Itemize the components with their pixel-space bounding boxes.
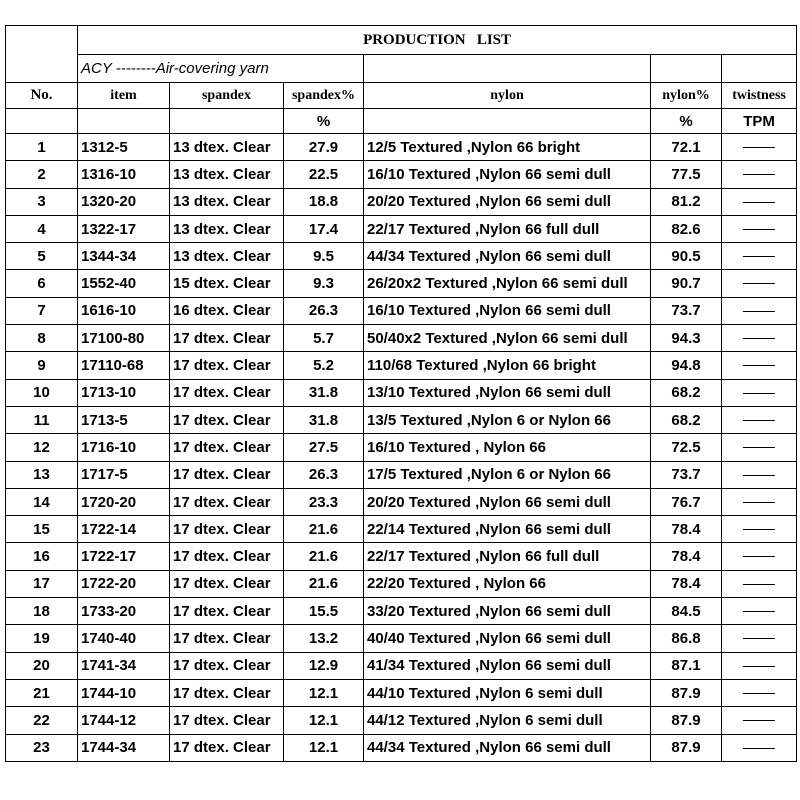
row-item: 1552-40 [78,270,170,297]
table-row [6,352,797,379]
dash-mark [743,393,775,394]
dash-mark [743,283,775,284]
row-spandex: 17 dtex. Clear [170,352,284,379]
row-spandex: 13 dtex. Clear [170,243,284,270]
row-nylon-pct: 86.8 [651,625,722,652]
row-item: 1722-14 [78,516,170,543]
row-item: 1717-5 [78,461,170,488]
row-spandex: 17 dtex. Clear [170,707,284,734]
row-nylon-pct: 94.3 [651,325,722,352]
row-number: 20 [6,652,78,679]
table-row [6,516,797,543]
blank-cell [722,55,797,83]
row-spandex-pct: 17.4 [284,215,364,242]
row-number: 4 [6,215,78,242]
row-spandex-pct: 12.1 [284,734,364,761]
row-nylon: 40/40 Textured ,Nylon 66 semi dull [364,625,651,652]
row-twistness [722,161,797,188]
dash-mark [743,693,775,694]
row-twistness [722,598,797,625]
row-item: 17100-80 [78,325,170,352]
unit-spandex-pct: % [284,109,364,134]
row-nylon: 13/5 Textured ,Nylon 6 or Nylon 66 [364,406,651,433]
row-twistness [722,297,797,324]
row-twistness [722,406,797,433]
blank-cell [364,109,651,134]
table-row [6,734,797,761]
row-twistness [722,134,797,161]
row-item: 1722-17 [78,543,170,570]
row-spandex: 17 dtex. Clear [170,325,284,352]
row-spandex: 13 dtex. Clear [170,161,284,188]
dash-mark [743,147,775,148]
row-twistness [722,516,797,543]
row-nylon: 44/34 Textured ,Nylon 66 semi dull [364,734,651,761]
row-nylon-pct: 82.6 [651,215,722,242]
row-spandex: 17 dtex. Clear [170,543,284,570]
row-item: 1733-20 [78,598,170,625]
dash-mark [743,748,775,749]
table-row [6,543,797,570]
table-row [6,625,797,652]
row-spandex-pct: 9.5 [284,243,364,270]
dash-mark [743,720,775,721]
row-number: 6 [6,270,78,297]
row-nylon-pct: 90.5 [651,243,722,270]
row-twistness [722,215,797,242]
dash-mark [743,311,775,312]
row-twistness [722,461,797,488]
row-spandex-pct: 21.6 [284,570,364,597]
row-number: 2 [6,161,78,188]
table-row [6,598,797,625]
row-spandex-pct: 5.2 [284,352,364,379]
row-spandex-pct: 22.5 [284,161,364,188]
row-spandex: 13 dtex. Clear [170,215,284,242]
row-nylon-pct: 72.1 [651,134,722,161]
row-spandex-pct: 31.8 [284,379,364,406]
dash-mark [743,202,775,203]
row-spandex-pct: 12.1 [284,707,364,734]
dash-mark [743,229,775,230]
row-nylon: 26/20x2 Textured ,Nylon 66 semi dull [364,270,651,297]
dash-mark [743,420,775,421]
row-spandex: 17 dtex. Clear [170,679,284,706]
row-nylon-pct: 87.1 [651,652,722,679]
table-row [6,406,797,433]
row-nylon: 33/20 Textured ,Nylon 66 semi dull [364,598,651,625]
row-nylon: 16/10 Textured ,Nylon 66 semi dull [364,161,651,188]
row-twistness [722,570,797,597]
row-item: 1716-10 [78,434,170,461]
row-spandex: 15 dtex. Clear [170,270,284,297]
table-row [6,461,797,488]
row-spandex-pct: 26.3 [284,461,364,488]
row-nylon: 13/10 Textured ,Nylon 66 semi dull [364,379,651,406]
row-nylon-pct: 78.4 [651,570,722,597]
row-spandex: 17 dtex. Clear [170,516,284,543]
row-item: 1713-10 [78,379,170,406]
blank-cell [78,109,170,134]
row-spandex-pct: 21.6 [284,543,364,570]
row-number: 12 [6,434,78,461]
row-number: 16 [6,543,78,570]
row-item: 1320-20 [78,188,170,215]
row-twistness [722,734,797,761]
row-number: 17 [6,570,78,597]
dash-mark [743,556,775,557]
row-item: 1744-10 [78,679,170,706]
row-spandex: 17 dtex. Clear [170,652,284,679]
row-spandex: 17 dtex. Clear [170,379,284,406]
row-twistness [722,625,797,652]
unit-nylon-pct: % [651,109,722,134]
row-nylon: 16/10 Textured ,Nylon 66 semi dull [364,297,651,324]
row-spandex: 17 dtex. Clear [170,488,284,515]
row-item: 1744-12 [78,707,170,734]
row-nylon-pct: 77.5 [651,161,722,188]
table-row [6,270,797,297]
row-number: 5 [6,243,78,270]
row-nylon: 44/34 Textured ,Nylon 66 semi dull [364,243,651,270]
table-row [6,652,797,679]
row-spandex-pct: 23.3 [284,488,364,515]
row-nylon: 50/40x2 Textured ,Nylon 66 semi dull [364,325,651,352]
row-nylon-pct: 68.2 [651,379,722,406]
row-item: 1713-5 [78,406,170,433]
row-spandex: 17 dtex. Clear [170,461,284,488]
header-nylon: nylon [364,83,651,109]
row-spandex-pct: 15.5 [284,598,364,625]
row-nylon: 22/17 Textured ,Nylon 66 full dull [364,215,651,242]
row-item: 1616-10 [78,297,170,324]
row-nylon-pct: 78.4 [651,543,722,570]
row-spandex-pct: 31.8 [284,406,364,433]
row-nylon-pct: 76.7 [651,488,722,515]
row-nylon-pct: 87.9 [651,679,722,706]
dash-mark [743,502,775,503]
row-number: 14 [6,488,78,515]
table-row [6,679,797,706]
blank-cell [170,109,284,134]
table-row [6,707,797,734]
row-number: 19 [6,625,78,652]
row-nylon-pct: 87.9 [651,734,722,761]
row-nylon-pct: 90.7 [651,270,722,297]
row-spandex: 13 dtex. Clear [170,188,284,215]
table-row [6,570,797,597]
row-number: 9 [6,352,78,379]
table-subtitle: ACY --------Air-covering yarn [78,55,364,83]
table-row [6,379,797,406]
row-item: 1322-17 [78,215,170,242]
blank-cell [651,55,722,83]
row-spandex: 16 dtex. Clear [170,297,284,324]
header-item: item [78,83,170,109]
row-twistness [722,652,797,679]
row-number: 22 [6,707,78,734]
row-twistness [722,188,797,215]
row-number: 21 [6,679,78,706]
row-number: 3 [6,188,78,215]
row-number: 18 [6,598,78,625]
dash-mark [743,365,775,366]
dash-mark [743,174,775,175]
table-row [6,161,797,188]
dash-mark [743,529,775,530]
row-number: 11 [6,406,78,433]
blank-cell [6,109,78,134]
row-item: 1744-34 [78,734,170,761]
row-nylon-pct: 81.2 [651,188,722,215]
row-spandex: 17 dtex. Clear [170,570,284,597]
corner-cell [6,26,78,55]
row-nylon: 22/17 Textured ,Nylon 66 full dull [364,543,651,570]
row-twistness [722,679,797,706]
row-spandex: 17 dtex. Clear [170,734,284,761]
row-twistness [722,352,797,379]
row-spandex-pct: 18.8 [284,188,364,215]
row-nylon-pct: 72.5 [651,434,722,461]
row-nylon: 20/20 Textured ,Nylon 66 semi dull [364,488,651,515]
row-nylon: 110/68 Textured ,Nylon 66 bright [364,352,651,379]
header-twistness: twistness [722,83,797,109]
table-row [6,297,797,324]
row-twistness [722,543,797,570]
header-spandex-pct: spandex% [284,83,364,109]
row-spandex: 17 dtex. Clear [170,406,284,433]
row-item: 1316-10 [78,161,170,188]
dash-mark [743,338,775,339]
dash-mark [743,666,775,667]
row-twistness [722,243,797,270]
row-nylon-pct: 84.5 [651,598,722,625]
row-nylon-pct: 87.9 [651,707,722,734]
row-spandex-pct: 27.5 [284,434,364,461]
row-spandex: 13 dtex. Clear [170,134,284,161]
row-spandex-pct: 5.7 [284,325,364,352]
row-item: 1722-20 [78,570,170,597]
row-nylon: 22/14 Textured ,Nylon 66 semi dull [364,516,651,543]
row-nylon-pct: 68.2 [651,406,722,433]
dash-mark [743,447,775,448]
unit-twistness: TPM [722,109,797,134]
dash-mark [743,256,775,257]
header-nylon-pct: nylon% [651,83,722,109]
dash-mark [743,611,775,612]
row-twistness [722,488,797,515]
row-item: 1741-34 [78,652,170,679]
row-nylon: 17/5 Textured ,Nylon 6 or Nylon 66 [364,461,651,488]
row-twistness [722,434,797,461]
row-number: 15 [6,516,78,543]
row-spandex-pct: 9.3 [284,270,364,297]
row-nylon: 16/10 Textured , Nylon 66 [364,434,651,461]
row-spandex-pct: 13.2 [284,625,364,652]
row-twistness [722,270,797,297]
row-nylon-pct: 73.7 [651,461,722,488]
row-item: 1720-20 [78,488,170,515]
row-spandex-pct: 21.6 [284,516,364,543]
row-item: 1740-40 [78,625,170,652]
row-item: 17110-68 [78,352,170,379]
row-nylon-pct: 78.4 [651,516,722,543]
table-row [6,243,797,270]
row-nylon: 20/20 Textured ,Nylon 66 semi dull [364,188,651,215]
row-number: 7 [6,297,78,324]
row-spandex-pct: 12.1 [284,679,364,706]
row-number: 23 [6,734,78,761]
corner-cell [6,55,78,83]
row-item: 1312-5 [78,134,170,161]
row-spandex-pct: 27.9 [284,134,364,161]
blank-cell [364,55,651,83]
header-spandex: spandex [170,83,284,109]
row-spandex-pct: 26.3 [284,297,364,324]
dash-mark [743,584,775,585]
row-twistness [722,325,797,352]
table-title: PRODUCTION LIST [78,26,797,55]
table-row [6,488,797,515]
row-number: 8 [6,325,78,352]
row-nylon: 41/34 Textured ,Nylon 66 semi dull [364,652,651,679]
row-spandex: 17 dtex. Clear [170,598,284,625]
row-number: 1 [6,134,78,161]
dash-mark [743,638,775,639]
table-row [6,325,797,352]
row-nylon: 44/10 Textured ,Nylon 6 semi dull [364,679,651,706]
row-number: 13 [6,461,78,488]
row-spandex: 17 dtex. Clear [170,625,284,652]
row-nylon-pct: 94.8 [651,352,722,379]
row-nylon: 44/12 Textured ,Nylon 6 semi dull [364,707,651,734]
row-nylon: 22/20 Textured , Nylon 66 [364,570,651,597]
row-twistness [722,707,797,734]
table-row [6,434,797,461]
table-row [6,134,797,161]
row-item: 1344-34 [78,243,170,270]
table-row [6,188,797,215]
row-number: 10 [6,379,78,406]
row-spandex-pct: 12.9 [284,652,364,679]
dash-mark [743,475,775,476]
row-spandex: 17 dtex. Clear [170,434,284,461]
row-nylon: 12/5 Textured ,Nylon 66 bright [364,134,651,161]
production-list-table [5,25,797,762]
row-twistness [722,379,797,406]
row-nylon-pct: 73.7 [651,297,722,324]
table-row [6,215,797,242]
header-no: No. [6,83,78,109]
